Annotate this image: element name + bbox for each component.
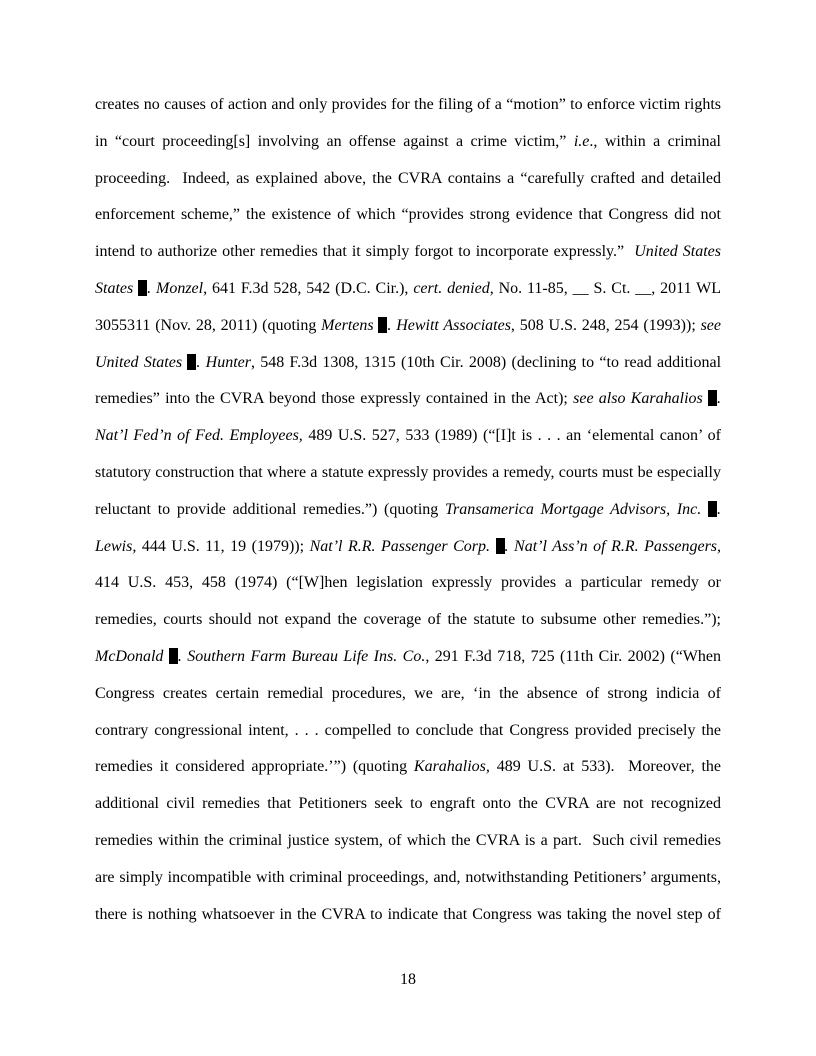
citation-italic-text: see also Karahalios [573, 390, 708, 408]
body-text-segment: remedies it considered appropriate.’”) (quoting [95, 758, 414, 776]
citation-italic-text: Hunter [205, 353, 251, 371]
text-line [95, 565, 721, 602]
body-text-segment: remedies, courts should not expand the coverage of the statute to subsume other remedies.”); [95, 611, 721, 629]
body-text-segment: statutory construction that where a statute expressly provides a remedy, courts must be especially [95, 463, 721, 481]
text-line [95, 823, 721, 860]
text-line [95, 345, 721, 382]
blackbox-glyph [169, 648, 178, 664]
citation-italic-text: Nat’l Fed’n of Fed. Employees, [95, 427, 303, 445]
body-text-segment: in “court proceeding[s] involving an offense against a crime victim,” [95, 132, 574, 150]
citation-italic-text: Karahalios, [413, 758, 490, 776]
body-text-segment: are simply incompatible with criminal proceedings, and, notwithstanding Petitioners’ arguments, [95, 868, 721, 886]
body-text-segment: , 548 F.3d 1308, 1315 (10th Cir. 2008) (declining to “to read additional [250, 353, 722, 371]
body-text-segment: Congress creates certain remedial procedures, we are, ‘in the absence of strong indicia of [95, 684, 721, 702]
citation-italic-text: . [196, 353, 206, 371]
text-line [95, 381, 721, 418]
text-line [95, 713, 721, 750]
citation-italic-text: cert. denied [413, 279, 490, 297]
body-text [95, 87, 721, 933]
text-line [95, 418, 721, 455]
citation-italic-text: . [147, 279, 156, 297]
blackbox-glyph [138, 280, 147, 296]
text-line [95, 161, 721, 198]
text-line [95, 897, 721, 934]
citation-italic-text: . [387, 316, 397, 334]
body-text-segment: 489 U.S. 527, 533 (1989) (“[I]t is . . . an ‘elemental canon’ of [302, 427, 721, 445]
body-text-segment: creates no causes of action and only provides for the filing of a “motion” to enforce victim rights [95, 96, 721, 113]
blackbox-glyph [187, 354, 196, 370]
citation-italic-text: . [177, 647, 188, 665]
citation-italic-text: Nat’l Ass’n of R.R. Passengers, [514, 537, 722, 555]
body-text-segment: reluctant to provide additional remedies.”) (quoting [95, 500, 445, 518]
text-line [95, 308, 721, 345]
text-line [95, 749, 721, 786]
blackbox-glyph [708, 390, 717, 406]
body-text-segment: , 508 U.S. 248, 254 (1993)); [510, 316, 701, 334]
body-text-segment: remedies within the criminal justice system, of which the CVRA is a part. Such civil remedies [95, 831, 721, 849]
text-line [95, 234, 721, 271]
citation-italic-text: . [504, 537, 515, 555]
text-line [95, 529, 721, 566]
citation-italic-text: Monzel [156, 279, 204, 297]
body-text-segment: 489 U.S. at 533). Moreover, the [489, 758, 721, 776]
body-text-segment: enforcement scheme,” the existence of which “provides strong evidence that Congress did not [95, 206, 721, 224]
body-text-segment: , No. 11-85, __ S. Ct. __, 2011 WL [489, 279, 722, 297]
blackbox-glyph [708, 501, 717, 517]
text-line [95, 676, 721, 713]
body-text-segment: contrary congressional intent, . . . compelled to conclude that Congress provided precisely the [95, 721, 721, 739]
citation-italic-text: McDonald [95, 647, 169, 665]
body-text-segment: remedies” into the CVRA beyond those expressly contained in the Act); [95, 390, 574, 408]
body-text-segment: , 291 F.3d 718, 725 (11th Cir. 2002) (“When [425, 647, 721, 665]
body-text-segment: proceeding. Indeed, as explained above, the CVRA contains a “carefully crafted and detailed [95, 169, 721, 187]
citation-italic-text: United States [634, 243, 721, 261]
text-line [95, 639, 721, 676]
citation-italic-text: States [95, 279, 139, 297]
text-line [95, 860, 721, 897]
page-number: 18 [400, 971, 416, 988]
citation-italic-text: Nat’l R.R. Passenger Corp. [309, 537, 496, 555]
body-text-segment: there is nothing whatsoever in the CVRA to indicate that Congress was taking the novel step of [95, 905, 721, 923]
citation-italic-text: Hewitt Associates [396, 316, 511, 334]
body-text-segment: , 641 F.3d 528, 542 (D.C. Cir.), [203, 279, 414, 297]
text-line [95, 197, 721, 234]
citation-italic-text: Southern Farm Bureau Life Ins. Co. [187, 647, 426, 665]
citation-italic-text: . [717, 500, 721, 518]
citation-italic-text: see [700, 316, 722, 334]
citation-italic-text: Lewis, [95, 537, 137, 555]
citation-italic-text: Transamerica Mortgage Advisors, Inc. [444, 500, 708, 518]
text-line [95, 455, 721, 492]
body-text-segment: ., within a criminal [589, 132, 721, 150]
citation-italic-text: . [717, 390, 721, 408]
body-text-segment: intend to authorize other remedies that it simply forgot to incorporate expressly.” [95, 243, 635, 261]
blackbox-glyph [496, 538, 505, 554]
body-text-segment: 3055311 (Nov. 28, 2011) (quoting [95, 316, 322, 334]
citation-italic-text: Mertens [321, 316, 379, 334]
text-line [95, 271, 721, 308]
body-text-segment: additional civil remedies that Petitioners seek to engraft onto the CVRA are not recognized [95, 795, 721, 813]
citation-italic-text: United States [95, 353, 188, 371]
text-line [95, 492, 721, 529]
citation-italic-text: i.e [573, 132, 590, 150]
text-line [95, 786, 721, 823]
text-line [95, 602, 721, 639]
text-line [95, 124, 721, 161]
body-text-segment: 414 U.S. 453, 458 (1974) (“[W]hen legislation expressly provides a particular remedy or [95, 574, 721, 592]
text-line [95, 87, 721, 124]
body-text-segment: 444 U.S. 11, 19 (1979)); [136, 537, 310, 555]
